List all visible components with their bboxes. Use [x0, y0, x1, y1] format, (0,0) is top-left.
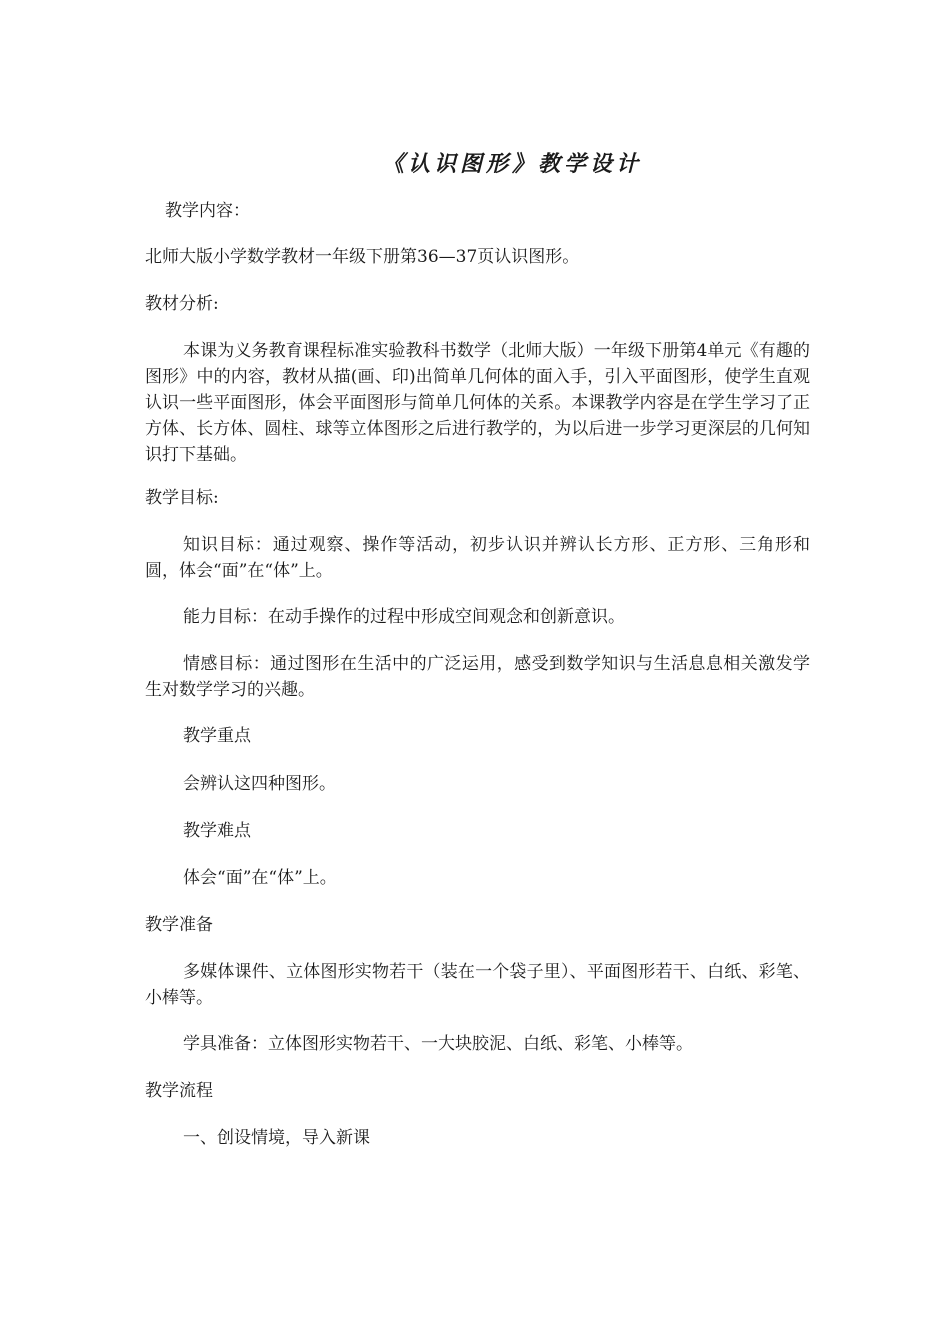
paragraph-emotion-objective: 情感目标：通过图形在生活中的广泛运用，感受到数学知识与生活息息相关激发学生对数学学习的兴趣。: [145, 654, 810, 700]
paragraph-analysis: 本课为义务教育课程标准实验教科书数学（北师大版）一年级下册第4单元《有趣的图形》中的内容，教材从描(画、印)出简单几何体的面入手，引入平面图形，使学生直观认识一些平面图形，体会平面图形与简单几何体的关系。本课教学内容是在学生学习了正方体、长方体、圆柱、球等立体图形之后进行教学的，为以后进一步学习更深层的几何知识打下基础。: [145, 341, 810, 465]
section-heading-analysis: 教材分析:: [145, 294, 219, 314]
paragraph-student-materials: 学具准备：立体图形实物若干、一大块胶泥、白纸、彩笔、小棒等。: [183, 1034, 693, 1054]
paragraph-content: 北师大版小学数学教材一年级下册第36—37页认识图形。: [145, 247, 580, 267]
paragraph-key-points: 会辨认这四种图形。: [183, 774, 336, 794]
paragraph-preparation: 多媒体课件、立体图形实物若干（装在一个袋子里）、平面图形若干、白纸、彩笔、小棒等。: [145, 962, 810, 1008]
section-heading-key-points: 教学重点: [183, 726, 251, 746]
paragraph-knowledge-objective: 知识目标：通过观察、操作等活动，初步认识并辨认长方形、正方形、三角形和圆，体会“面”在“体”上。: [145, 535, 810, 581]
section-heading-objectives: 教学目标:: [145, 488, 219, 508]
paragraph-difficulties: 体会“面”在“体”上。: [183, 868, 337, 888]
document-title: 《认识图形》教学设计: [381, 150, 642, 177]
paragraph-step-one: 一、创设情境，导入新课: [183, 1128, 370, 1148]
section-heading-process: 教学流程: [145, 1081, 213, 1101]
section-heading-content: 教学内容：: [165, 201, 250, 221]
section-heading-preparation: 教学准备: [145, 915, 213, 935]
paragraph-ability-objective: 能力目标：在动手操作的过程中形成空间观念和创新意识。: [183, 607, 625, 627]
section-heading-difficulties: 教学难点: [183, 821, 251, 841]
